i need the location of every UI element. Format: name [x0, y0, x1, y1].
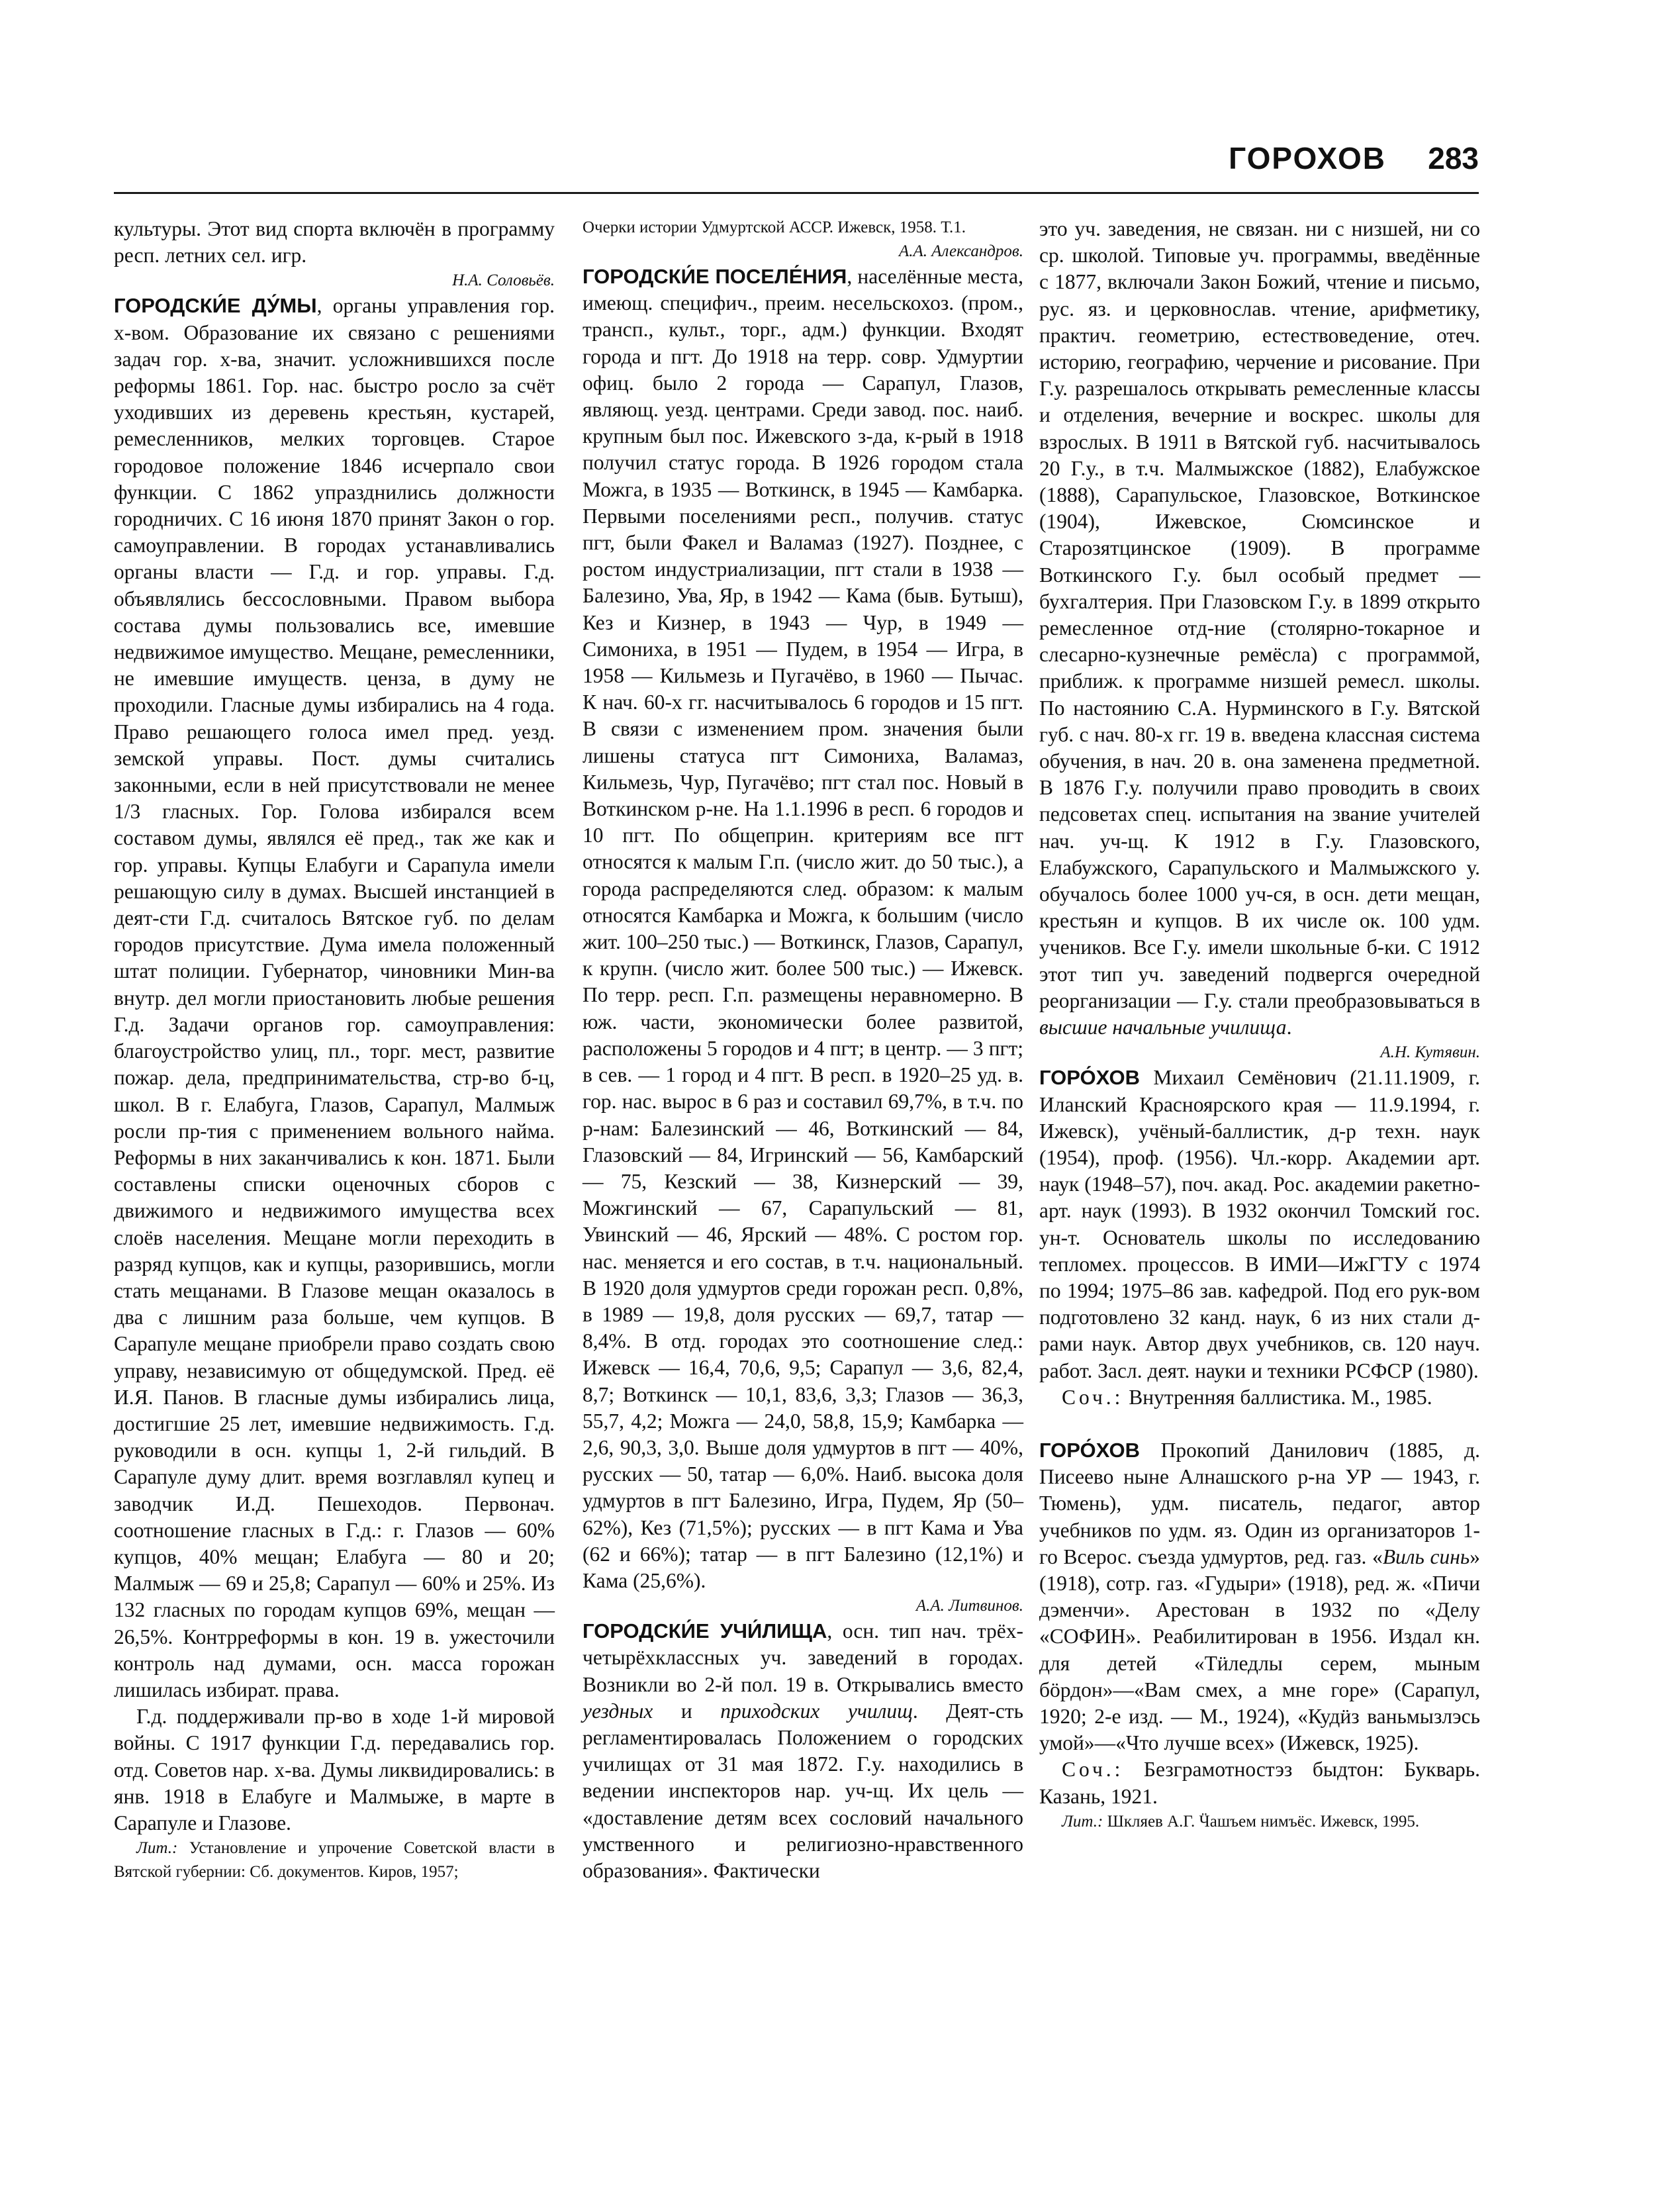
works-text: Безграмотностэз быдтон: Букварь. Казань, 1921. — [1039, 1758, 1480, 1808]
entry-text: » (1918), сотр. газ. «Гудыри» (1918), ред. ж. «Пичи дэменчи». Арестован в 1932 по «Делу «СОФИН». Реабилитирован в 1956. Издал кн. для детей «Тӥледлы серем, мыным бӧрдон»—«Вам смех, а мне горе» (Сарапул, 1920; 2-е изд. — М., 1924), «Кудӥз ваньмызлэсь умой»—«Что лучше всех» (Ижевск, 1925). — [1039, 1545, 1480, 1755]
entry-italic-term: приходских училищ — [720, 1699, 913, 1723]
literature-label: Лит.: — [1062, 1812, 1103, 1831]
entry-gorokhov-mikhail — [1039, 1065, 1480, 1384]
literature-text: Установление и упрочение Советской власти в Вятской губернии: Сб. документов. Киров, 1957; — [114, 1839, 555, 1881]
author-signature: А.Н. Кутявин. — [1380, 1043, 1480, 1062]
continued-text: культуры. Этот вид спорта включён в программу респ. летних сел. игр. — [114, 217, 555, 267]
entry-text: и — [653, 1699, 721, 1723]
entry-gorodskie-uchilishcha — [583, 1618, 1023, 1884]
continued-text — [1039, 216, 1480, 1041]
entry-italic-term: уездных — [583, 1699, 653, 1723]
author-signature: А.А. Александров. — [898, 242, 1023, 260]
entry-heading: ГОРО́ХОВ — [1039, 1066, 1141, 1090]
literature-continued: Очерки истории Удмуртской АССР. Ижевск, 1958. Т.1. — [583, 218, 966, 236]
entry-paragraph: Г.д. поддерживали пр-во в ходе 1-й мировой войны. С 1917 функции Г.д. передавались гор. отд. Советов нар. х-ва. Думы ликвидировались: в янв. 1918 в Елабуге и Малмыже, в марте в Сарапуле и Глазове. — [114, 1705, 555, 1834]
entry-heading: ГОРОДСКИ́Е УЧИ́ЛИЩА — [583, 1619, 827, 1643]
column-2 — [583, 216, 1023, 1884]
entry-text: , населённые места, имеющ. специфич., преим. несельскохоз. (пром., трансп., культ., торг., адм.) функции. Входят города и пгт. До 1918 на терр. совр. Удмуртии офиц. было 2 города — Сарапул, Глазов, являющ. уезд. центрами. Среди завод. пос. наиб. крупным был пос. Ижевского з-да, к-рый в 1918 получил статус города. В 1926 городом стала Можга, в 1935 — Воткинск, в 1945 — Камбарка. Первыми поселениями респ., получив. статус пгт, были Факел и Валамаз (1927). Позднее, с ростом индустриализации, пгт стали в 1938 — Балезино, Ува, Яр, в 1942 — Кама (быв. Бутыш), Кез и Кизнер, в 1943 — Чур, в 1949 — Симониха, в 1951 — Пудем, в 1954 — Игра, в 1958 — Кильмезь и Пугачёво, в 1960 — Пычас. К нач. 60-х гг. насчитывалось 6 городов и 15 пгт. В связи с изменением пром. значения были лишены статуса пгт Симониха, Валамаз, Кильмезь, Чур, Пугачёво; пгт стал пос. Новый в Воткинском р-не. На 1.1.1996 в респ. 6 городов и 10 пгт. По общеприн. критериям все пгт относятся к малым Г.п. (число жит. до 50 тыс.), а города распределяются след. образом: к малым относятся Камбарка и Можга, к большим (число жит. 100–250 тыс.) — Воткинск, Глазов, Сарапул, к крупн. (число жит. более 500 тыс.) — Ижевск. По терр. респ. Г.п. размещены неравномерно. В юж. части, экономически более развитой, расположены 5 городов и 4 пгт; в центр. — 3 пгт; в сев. — 1 город и 4 пгт. В респ. в 1920–25 уд. в. гор. нас. вырос в 6 раз и составил 69,7%, в т.ч. по р-нам: Балезинский — 46, Воткинский — 84, Глазовский — 84, Игринский — 56, Камбарский — 75, Кезский — 38, Кизнерский — 39, Можгинский — 67, Сарапульский — 81, Увинский — 46, Ярский — 48%. С ростом гор. нас. меняется и его состав, в т.ч. национальный. В 1920 доля удмуртов среди горожан респ. 0,8%, в 1989 — 19,8, доля русских — 69,7, татар — 8,4%. В отд. городах это соотношение след.: Ижевск — 16,4, 70,6, 9,5; Сарапул — 3,6, 82,4, 8,7; Воткинск — 10,1, 83,6, 3,3; Глазов — 36,3, 55,7, 4,2; Можга — 24,0, 58,8, 15,9; Камбарка — 2,6, 90,3, 3,0. Выше доля удмуртов в пгт — 40%, русских — 50, татар — 6,0%. Наиб. высока доля удмуртов в пгт Балезино, Игра, Пудем, Яр (50–62%), Кез (71,5%); русских — в пгт Кама и Ува (62 и 66%); татар — в пгт Балезино (12,1%) и Кама (25,6%). — [583, 265, 1023, 1592]
page-header — [114, 136, 1479, 194]
entry-text: Михаил Семёнович (21.11.1909, г. Иланский Красноярского края — 11.9.1994, г. Ижевск), учёный-баллистик, д-р техн. наук (1954), проф. (1956). Чл.-корр. Академии арт. наук (1948–57), поч. акад. Рос. академии ракетно-арт. наук (1993). В 1932 окончил Томский гос. ун-т. Основатель школы по исследованию тепломех. процессов. В ИМИ—ИжГТУ с 1974 по 1994; 1975–86 зав. кафедрой. Под его рук-вом подготовлено 32 канд. наук, 6 из них стали д-рами наук. Автор двух учебников, св. 120 науч. работ. Засл. деят. науки и техники РСФСР (1980). — [1039, 1066, 1480, 1382]
works-label: Соч.: — [1062, 1385, 1124, 1409]
works-reference — [1039, 1384, 1480, 1411]
entry-gorokhov-prokopiy — [1039, 1437, 1480, 1756]
entry-heading: ГОРОДСКИ́Е ПОСЕЛЕ́НИЯ — [583, 265, 847, 288]
page-number: 283 — [1428, 141, 1479, 175]
works-reference — [1039, 1756, 1480, 1809]
column-1 — [114, 216, 555, 1884]
literature-reference — [1039, 1810, 1480, 1834]
column-3 — [1039, 216, 1480, 1834]
entry-italic-term: высшие начальные училища — [1039, 1016, 1287, 1039]
running-head: ГОРОХОВ — [1229, 141, 1386, 175]
entry-text: . Деят-сть регламентировалась Положением о городских училищах от 31 мая 1872. Г.у. находились в ведении инспекторов нар. уч-щ. Их цель — «доставление детям всех сословий начального умственного и религиозно-нравственного образования». Фактически — [583, 1699, 1024, 1882]
entry-text: , осн. тип нач. трёх-четырёхклассных уч. заведений в городах. Возникли во 2-й пол. 19 в. Открывались вместо — [583, 1619, 1023, 1696]
literature-reference — [114, 1836, 555, 1884]
works-label: Соч.: — [1062, 1758, 1124, 1782]
entry-text: , органы управления гор. х-вом. Образование их связано с решениями задач гор. х-ва, значит. усложнившихся после реформы 1861. Гор. нас. быстро росло за счёт уходивших из деревень крестьян, кустарей, ремесленников, мелких торговцев. Старое городовое положение 1846 исчерпало свои функции. С 1862 упразднились должности городничих. С 16 июня 1870 принят Закон о гор. самоуправлении. В городах устанавливались органы власти — Г.д. и гор. управы. Г.д. объявлялись бессословными. Правом выбора состава думы пользовались все, имевшие недвижимое имущество. Мещане, ремесленники, не имевшие имуществ. ценза, в думу не проходили. Гласные думы избирались на 4 года. Право решающего голоса имел пред. уезд. земской управы. Пост. думы считались законными, если в ней присутствовали не менее 1/3 гласных. Гор. Голова избирался всем составом думы, являлся её пред., так же как и гор. управы. Купцы Елабуги и Сарапула имели решающую силу в думах. Высшей инстанцией в деят-сти Г.д. считалось Вятское губ. по делам городов присутствие. Дума имела положенный штат полиции. Губернатор, чиновники Мин-ва внутр. дел могли приостановить любые решения Г.д. Задачи органов гор. самоуправления: благоустройство улиц, пл., торг. мест, развитие пожар. дела, предпринимательства, стр-во б-ц, школ. В г. Елабуга, Глазов, Сарапул, Малмыж росли пр-тия с применением вольного найма. Реформы в них заканчивались к кон. 1871. Были составлены списки оценочных сборов с движимого и недвижимого имущества всех слоёв населения. Мещане могли переходить в разряд купцов, как и купцы, разорившись, могли стать мещанами. В Глазове мещан оказалось в два с лишним раза больше, чем купцов. В Сарапуле мещане приобрели право создать свою управу, независимую от общедумской. Пред. её И.Я. Панов. В гласные думы избирались лица, достигшие 25 лет, имевшие недвижимость. Г.д. руководили в осн. купцы 1, 2-й гильдий. В Сарапуле думу длит. время возглавлял купец и заводчик И.Д. Пешеходов. Первонач. соотношение гласных в Г.д.: г. Глазов — 60% купцов, 40% мещан; Елабуга — 80 и 20; Малмыж — 69 и 25,8; Сарапул — 60% и 25%. Из 132 гласных по городам купцов 69%, мещан — 26,5%. Контрреформы в кон. 19 в. ужесточили контроль над думами, осн. масса горожан лишилась избират. права. — [114, 294, 555, 1701]
literature-label: Лит.: — [136, 1839, 178, 1858]
works-text: Внутренняя баллистика. М., 1985. — [1123, 1385, 1432, 1409]
author-signature: Н.А. Соловьёв. — [452, 271, 555, 290]
entry-spacer — [1039, 1411, 1480, 1437]
entry-gorodskie-poseleniya — [583, 263, 1023, 1594]
entry-gorodskie-dumy — [114, 293, 555, 1703]
entry-heading: ГОРОДСКИ́Е ДУ́МЫ — [114, 294, 317, 318]
author-signature: А.А. Литвинов. — [915, 1597, 1023, 1615]
entry-italic-term: Виль синь — [1382, 1545, 1470, 1568]
entry-text: . — [1286, 1016, 1292, 1039]
literature-text: Шкляев А.Г. Ӵашъем нимъёс. Ижевск, 1995. — [1103, 1812, 1420, 1831]
entry-text: это уч. заведения, не связан. ни с низшей, ни со ср. школой. Типовые уч. программы, введённые с 1877, включали Закон Божий, чтение и письмо, рус. яз. и церковнослав. чтение, арифметику, практич. геометрию, естествоведение, отеч. историю, географию, черчение и рисование. При Г.у. разрешалось открывать ремесленные классы и отделения, вечерние и воскрес. школы для взрослых. В 1911 в Вятской губ. насчитывалось 20 Г.у., в т.ч. Малмыжское (1882), Елабужское (1888), Сарапульское, Глазовское, Воткинское (1904), Ижевское, Сюмсинское и Старозятцинское (1909). В программе Воткинского Г.у. был особый предмет — бухгалтерия. При Глазовском Г.у. в 1899 открыто ремесленное отд-ние (столярно-токарное и слесарно-кузнечные ремёсла) с программой, приближ. к программе низшей ремесл. школы. По настоянию С.А. Нурминского в Г.у. Вятской губ. с нач. 80-х гг. 19 в. введена классная система обучения, в нач. 20 в. она заменена предметной. В 1876 Г.у. получили право проводить в своих педсоветах спец. испытания на звание учителей нач. уч-щ. К 1912 в Г.у. Глазовского, Елабужского, Сарапульского и Малмыжского у. обучалось более 1000 уч-ся, в осн. дети мещан, крестьян и купцов. В их числе ок. 100 удм. учеников. Все Г.у. имели школьные б-ки. С 1912 этот тип уч. заведений подвергся очередной реорганизации — Г.у. стали преобразовываться в — [1039, 217, 1480, 1012]
entry-heading: ГОРО́ХОВ — [1039, 1438, 1141, 1462]
entry-text: Прокопий Данилович (1885, д. Писеево ныне Алнашского р-на УР — 1943, г. Тюмень), удм. писатель, педагог, автор учебников по удм. яз. Один из организаторов 1-го Всерос. съезда удмуртов, ред. газ. « — [1039, 1438, 1480, 1568]
